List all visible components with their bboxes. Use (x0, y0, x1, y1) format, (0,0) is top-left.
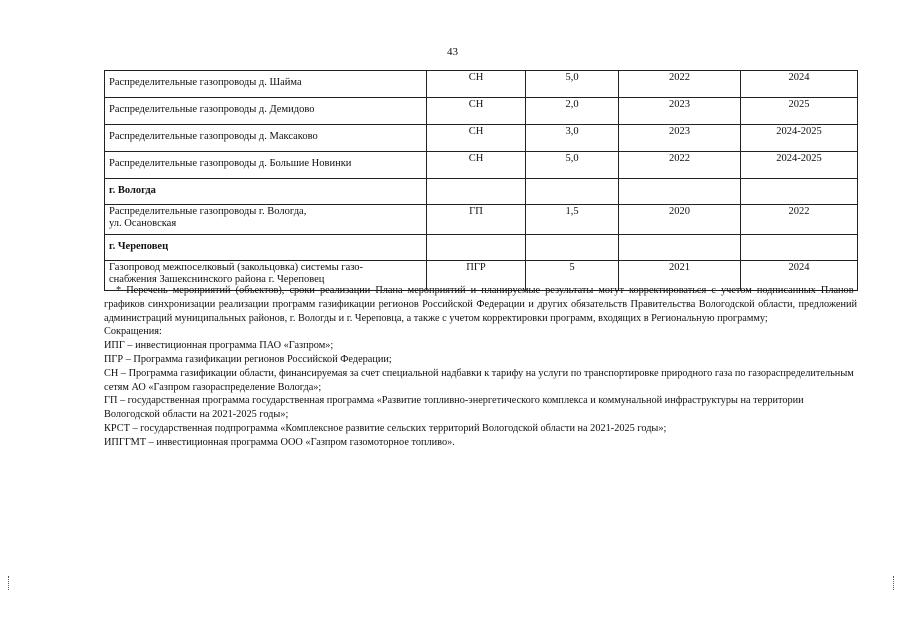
end-year-cell: 2024-2025 (741, 125, 858, 152)
source-cell: СН (427, 125, 526, 152)
page-number: 43 (447, 46, 458, 58)
object-name-line: Распределительные газопроводы г. Вологда, (109, 206, 307, 217)
length-cell: 1,5 (526, 205, 619, 235)
end-year-cell: 2024 (741, 261, 858, 291)
source-cell: СН (427, 152, 526, 179)
abbreviation-item: ПГР – Программа газификации регионов Российской Федерации; (104, 353, 392, 365)
source-cell: ГП (427, 205, 526, 235)
table-row (105, 125, 858, 152)
source-cell: СН (427, 98, 526, 125)
length-cell: 5,0 (526, 152, 619, 179)
object-name-line: Газопровод межпоселковый (закольцовка) системы газо- (109, 262, 364, 273)
empty-cell (427, 235, 526, 261)
empty-cell (526, 179, 619, 205)
table-row (105, 98, 858, 125)
object-name-line: снабжения Зашекснинского района г. Череповец (109, 274, 325, 285)
empty-cell (427, 179, 526, 205)
table-row (105, 71, 858, 98)
start-year-cell: 2022 (619, 152, 741, 179)
end-year-cell: 2024 (741, 71, 858, 98)
object-name-cell: Распределительные газопроводы д. Шайма (105, 71, 427, 98)
object-name-cell: Распределительные газопроводы д. Максаково (105, 125, 427, 152)
section-row-vologda (105, 179, 858, 205)
start-year-cell: 2023 (619, 98, 741, 125)
scan-edge-mark (893, 576, 896, 590)
abbreviation-item: ИПГ – инвестиционная программа ПАО «Газпром»; (104, 340, 334, 352)
length-cell: 5 (526, 261, 619, 291)
table-row (105, 152, 858, 179)
section-title: г. Вологда (105, 179, 427, 205)
abbreviations-title: Сокращения: (104, 326, 162, 338)
object-name-cell (105, 205, 427, 235)
section-row-cherepovets (105, 235, 858, 261)
source-cell: СН (427, 71, 526, 98)
footnote: * Перечень мероприятий (объектов), сроки реализации Плана мероприятий и планируемые результаты могут корректироваться с учетом подписанных Планов-графиков синхронизации реализации программ газификации регионов Российской Федерации и других обязательств Правительства Вологодской области, предложений администраций муниципальных районов, г. Вологды и г. Череповца, а также с учетом корректировки программ, входящих в Региональную программу; (104, 285, 857, 324)
end-year-cell: 2024-2025 (741, 152, 858, 179)
object-name-cell: Распределительные газопроводы д. Большие Новинки (105, 152, 427, 179)
abbreviation-item: ИПГГМТ – инвестиционная программа ООО «Газпром газомоторное топливо». (104, 436, 455, 448)
empty-cell (619, 235, 741, 261)
empty-cell (619, 179, 741, 205)
section-title: г. Череповец (105, 235, 427, 261)
start-year-cell: 2022 (619, 71, 741, 98)
empty-cell (741, 179, 858, 205)
end-year-cell: 2025 (741, 98, 858, 125)
empty-cell (741, 235, 858, 261)
length-cell: 3,0 (526, 125, 619, 152)
start-year-cell: 2021 (619, 261, 741, 291)
object-name-line: ул. Осановская (109, 218, 177, 229)
abbreviation-item: ГП – государственная программа государственная программа «Развитие топливно-энергетического комплекса и коммунальной инфраструктуры на территории Вологодской области на 2021-2025 годы»; (104, 395, 804, 421)
abbreviation-item: КРСТ – государственная подпрограмма «Комплексное развитие сельских территорий Вологодской области на 2021-2025 годы»; (104, 422, 667, 434)
scan-edge-mark (8, 576, 11, 590)
table-row (105, 205, 858, 235)
length-cell: 5,0 (526, 71, 619, 98)
end-year-cell: 2022 (741, 205, 858, 235)
notes-section (104, 284, 857, 450)
gasification-table (104, 70, 858, 291)
source-cell: ПГР (427, 261, 526, 291)
empty-cell (526, 235, 619, 261)
length-cell: 2,0 (526, 98, 619, 125)
object-name-cell: Распределительные газопроводы д. Демидово (105, 98, 427, 125)
start-year-cell: 2023 (619, 125, 741, 152)
abbreviation-item: СН – Программа газификации области, финансируемая за счет специальной надбавки к тарифу на услуги по транспортировке природного газа по газораспределительным сетям АО «Газпром газораспределение Вологда»; (104, 367, 854, 393)
start-year-cell: 2020 (619, 205, 741, 235)
